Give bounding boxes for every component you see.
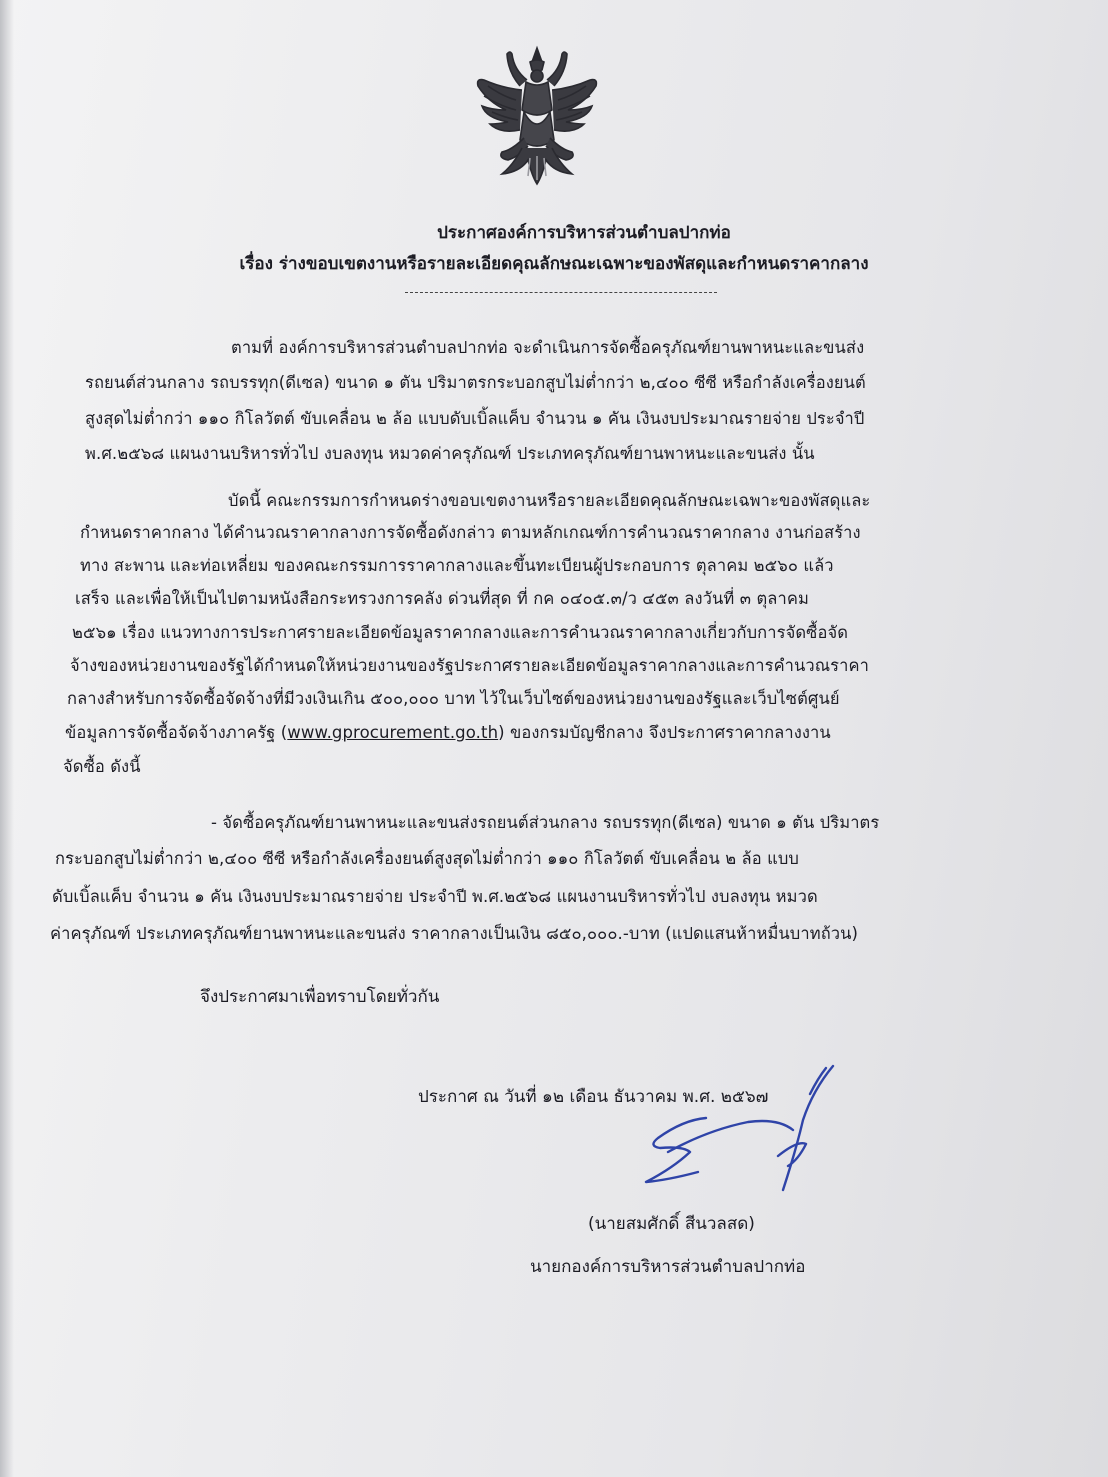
paragraph3-line: กระบอกสูบไม่ต่ำกว่า ๒,๔๐๐ ซีซี หรือกำลังเครื่องยนต์สูงสุดไม่ต่ำกว่า ๑๑๐ กิโลวัตต์ ขับเคลื่อน ๒ ล้อ แบบ xyxy=(55,849,799,868)
paragraph2-line: บัดนี้ คณะกรรมการกำหนดร่างขอบเขตงานหรือรายละเอียดคุณลักษณะเฉพาะของพัสดุและ xyxy=(228,491,871,510)
announcement-title: ประกาศองค์การบริหารส่วนตำบลปากท่อ xyxy=(437,223,731,243)
paragraph2-line-with-url xyxy=(65,720,831,746)
announcement-date: ประกาศ ณ วันที่ ๑๒ เดือน ธันวาคม พ.ศ. ๒๕๖๗ xyxy=(418,1087,769,1107)
paragraph1-line: ตามที่ องค์การบริหารส่วนตำบลปากท่อ จะดำเนินการจัดซื้อครุภัณฑ์ยานพาหนะและขนส่ง xyxy=(231,338,865,357)
paragraph2-line: ทาง สะพาน และท่อเหลี่ยม ของคณะกรรมการราคากลางและขึ้นทะเบียนผู้ประกอบการ ตุลาคม ๒๕๖๐ แล้ว xyxy=(80,556,834,575)
announcement-subject: เรื่อง ร่างขอบเขตงานหรือรายละเอียดคุณลักษณะเฉพาะของพัสดุและกำหนดราคากลาง xyxy=(239,254,869,274)
page-edge-shadow xyxy=(0,0,14,1477)
paragraph1-line: รถยนต์ส่วนกลาง รถบรรทุก(ดีเซล) ขนาด ๑ ตัน ปริมาตรกระบอกสูบไม่ต่ำกว่า ๒,๔๐๐ ซีซี หรือกำลังเครื่องยนต์ xyxy=(85,373,866,392)
title-divider xyxy=(405,292,717,293)
gprocurement-link[interactable]: www.gprocurement.go.th xyxy=(287,723,499,742)
paragraph1-line: สูงสุดไม่ต่ำกว่า ๑๑๐ กิโลวัตต์ ขับเคลื่อน ๒ ล้อ แบบดับเบิ้ลแค็บ จำนวน ๑ คัน เงินงบประมาณรายจ่าย ประจำปี xyxy=(85,409,865,428)
signer-position: นายกองค์การบริหารส่วนตำบลปากท่อ xyxy=(530,1257,806,1277)
garuda-emblem-icon xyxy=(462,40,612,190)
paragraph2-line: กลางสำหรับการจัดซื้อจัดจ้างที่มีวงเงินเกิน ๕๐๐,๐๐๐ บาท ไว้ในเว็บไซต์ของหน่วยงานของรัฐและเว็บไซต์ศูนย์ xyxy=(67,689,840,708)
paragraph2-line: จ้างของหน่วยงานของรัฐได้กำหนดให้หน่วยงานของรัฐประกาศรายละเอียดข้อมูลราคากลางและการคำนวณราคา xyxy=(70,656,869,675)
paragraph3-line: ค่าครุภัณฑ์ ประเภทครุภัณฑ์ยานพาหนะและขนส่ง ราคากลางเป็นเงิน ๘๕๐,๐๐๐.-บาท (แปดแสนห้าหมื่นบาทถ้วน) xyxy=(50,924,859,943)
paragraph2-line-prefix: ข้อมูลการจัดซื้อจัดจ้างภาครัฐ ( xyxy=(65,723,288,742)
paragraph2-line: เสร็จ และเพื่อให้เป็นไปตามหนังสือกระทรวงการคลัง ด่วนที่สุด ที่ กค ๐๔๐๕.๓/ว ๔๕๓ ลงวันที่ ๓ ตุลาคม xyxy=(75,589,809,608)
signer-name: (นายสมศักดิ์ สีนวลสด) xyxy=(588,1214,755,1234)
closing-announcement: จึงประกาศมาเพื่อทราบโดยทั่วกัน xyxy=(200,987,440,1007)
paragraph2-line: จัดซื้อ ดังนี้ xyxy=(63,757,141,776)
paragraph3-line: ดับเบิ้ลแค็บ จำนวน ๑ คัน เงินงบประมาณรายจ่าย ประจำปี พ.ศ.๒๕๖๘ แผนงานบริหารทั่วไป งบลงทุน หมวด xyxy=(52,887,818,906)
paragraph2-line: กำหนดราคากลาง ได้คำนวณราคากลางการจัดซื้อดังกล่าว ตามหลักเกณฑ์การคำนวณราคากลาง งานก่อสร้าง xyxy=(80,523,861,542)
paragraph2-line: ๒๕๖๑ เรื่อง แนวทางการประกาศรายละเอียดข้อมูลราคากลางและการคำนวณราคากลางเกี่ยวกับการจัดซื้อจัด xyxy=(72,623,849,642)
handwritten-signature xyxy=(628,1060,848,1200)
paragraph2-line-suffix: ) ของกรมบัญชีกลาง จึงประกาศราคากลางงาน xyxy=(498,723,831,742)
paragraph1-line: พ.ศ.๒๕๖๘ แผนงานบริหารทั่วไป งบลงทุน หมวดค่าครุภัณฑ์ ประเภทครุภัณฑ์ยานพาหนะและขนส่ง นั้น xyxy=(85,444,815,463)
paragraph3-line: - จัดซื้อครุภัณฑ์ยานพาหนะและขนส่งรถยนต์ส่วนกลาง รถบรรทุก(ดีเซล) ขนาด ๑ ตัน ปริมาตร xyxy=(211,813,880,832)
